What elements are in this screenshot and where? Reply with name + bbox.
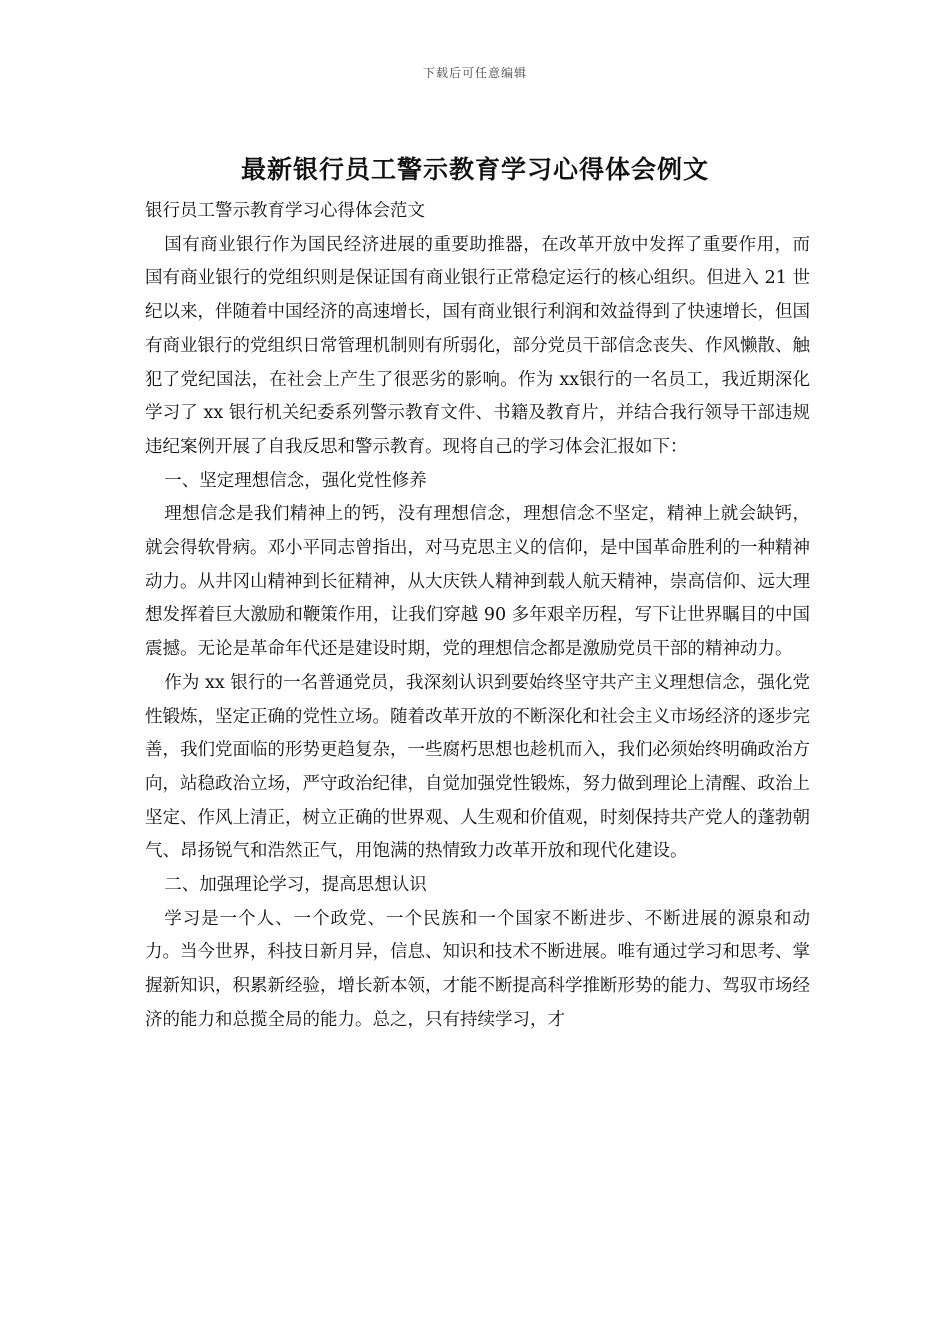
- paragraph-section-1b: 作为 xx 银行的一名普通党员，我深刻认识到要始终坚守共产主义理想信念，强化党性锻炼，坚定正确的党性立场。随着改革开放的不断深化和社会主义市场经济的逐步完善，我们党面临的形势更趋复杂，一些腐朽思想也趁机而入，我们必须始终明确政治方向，站稳政治立场，严守政治纪律，自觉加强党性锻炼，努力做到理论上清醒、政治上坚定、作风上清正，树立正确的世界观、人生观和价值观，时刻保持共产党人的蓬勃朝气、昂扬锐气和浩然正气，用饱满的热情致力改革开放和现代化建设。: [145, 672, 810, 862]
- document-title: 最新银行员工警示教育学习心得体会例文: [240, 155, 709, 184]
- section-heading-1: 一、坚定理想信念，强化党性修养: [164, 470, 427, 491]
- paragraph-intro: 国有商业银行作为国民经济进展的重要助推器，在改革开放中发挥了重要作用，而国有商业银行的党组织则是保证国有商业银行正常稳定运行的核心组织。但进入 21 世纪以来，伴随着中国经济的高速增长，国有商业银行利润和效益得到了快速增长，但国有商业银行的党组织日常管理机制则有所弱化，部分党员干部信念丧失、作风懒散、触犯了党纪国法，在社会上产生了很恶劣的影响。作为 xx银行的一名员工，我近期深化学习了 xx 银行机关纪委系列警示教育文件、书籍及教育片，并结合我行领导干部违规违纪案例开展了自我反思和警示教育。现将自己的学习体会汇报如下：: [145, 234, 810, 457]
- section-heading-2: 二、加强理论学习，提高思想认识: [164, 875, 427, 896]
- paragraph-section-1a: 理想信念是我们精神上的钙，没有理想信念，理想信念不坚定，精神上就会缺钙，就会得软骨病。邓小平同志曾指出，对马克思主义的信仰，是中国革命胜利的一种精神动力。从井冈山精神到长征精神，从大庆铁人精神到载人航天精神，崇高信仰、远大理想发挥着巨大激励和鞭策作用，让我们穿越 90 多年艰辛历程，写下让世界瞩目的中国震撼。无论是革命年代还是建设时期，党的理想信念都是激励党员干部的精神动力。: [145, 504, 810, 660]
- header-note: 下载后可任意编辑: [422, 66, 527, 80]
- document-subtitle: 银行员工警示教育学习心得体会范文: [145, 201, 425, 221]
- document-body: [145, 195, 810, 1038]
- paragraph-section-2a: 学习是一个人、一个政党、一个民族和一个国家不断进步、不断进展的源泉和动力。当今世界，科技日新月异，信息、知识和技术不断进展。唯有通过学习和思考、掌握新知识，积累新经验，增长新本领，才能不断提高科学推断形势的能力、驾驭市场经济的能力和总揽全局的能力。总之，只有持续学习，才: [145, 908, 810, 1030]
